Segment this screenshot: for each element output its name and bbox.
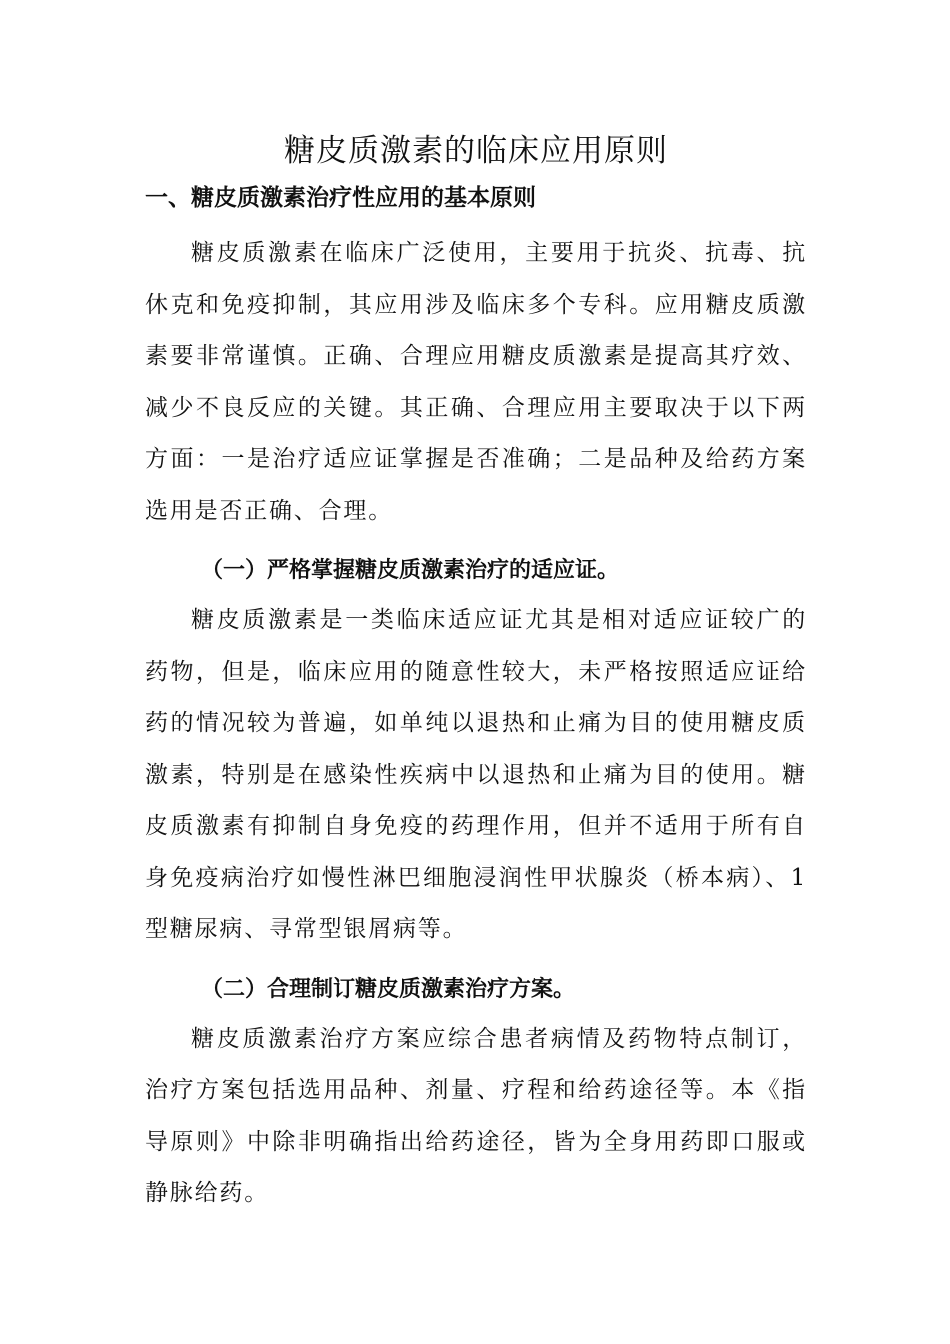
- subsection-2-paragraph: 糖皮质激素治疗方案应综合患者病情及药物特点制订，治疗方案包括选用品种、剂量、疗程和给药途径等。本《指导原则》中除非明确指出给药途径，皆为全身用药即口服或静脉给药。: [145, 1025, 807, 1206]
- section-1-intro-paragraph: 糖皮质激素在临床广泛使用，主要用于抗炎、抗毒、抗休克和免疫抑制，其应用涉及临床多个专科。应用糖皮质激素要非常谨慎。正确、合理应用糖皮质激素是提高其疗效、减少不良反应的关键。其正确、合理应用主要取决于以下两方面：一是治疗适应证掌握是否准确；二是品种及给药方案选用是否正确、合理。: [145, 240, 807, 524]
- subsection-1-paragraph: 糖皮质激素是一类临床适应证尤其是相对适应证较广的药物，但是，临床应用的随意性较大，未严格按照适应证给药的情况较为普遍，如单纯以退热和止痛为目的使用糖皮质激素，特别是在感染性疾病中以退热和止痛为目的使用。糖皮质激素有抑制自身免疫的药理作用，但并不适用于所有自身免疫病治疗如慢性淋巴细胞浸润性甲状腺炎（桥本病）、1型糖尿病、寻常型银屑病等。: [145, 607, 807, 942]
- document-title: 糖皮质激素的临床应用原则: [284, 133, 668, 169]
- subsection-heading-1: （一）严格掌握糖皮质激素治疗的适应证。: [201, 558, 620, 583]
- document-body: [145, 128, 807, 1220]
- section-heading-1: 一、糖皮质激素治疗性应用的基本原则: [145, 185, 536, 211]
- subsection-heading-2: （二）合理制订糖皮质激素治疗方案。: [201, 976, 576, 1002]
